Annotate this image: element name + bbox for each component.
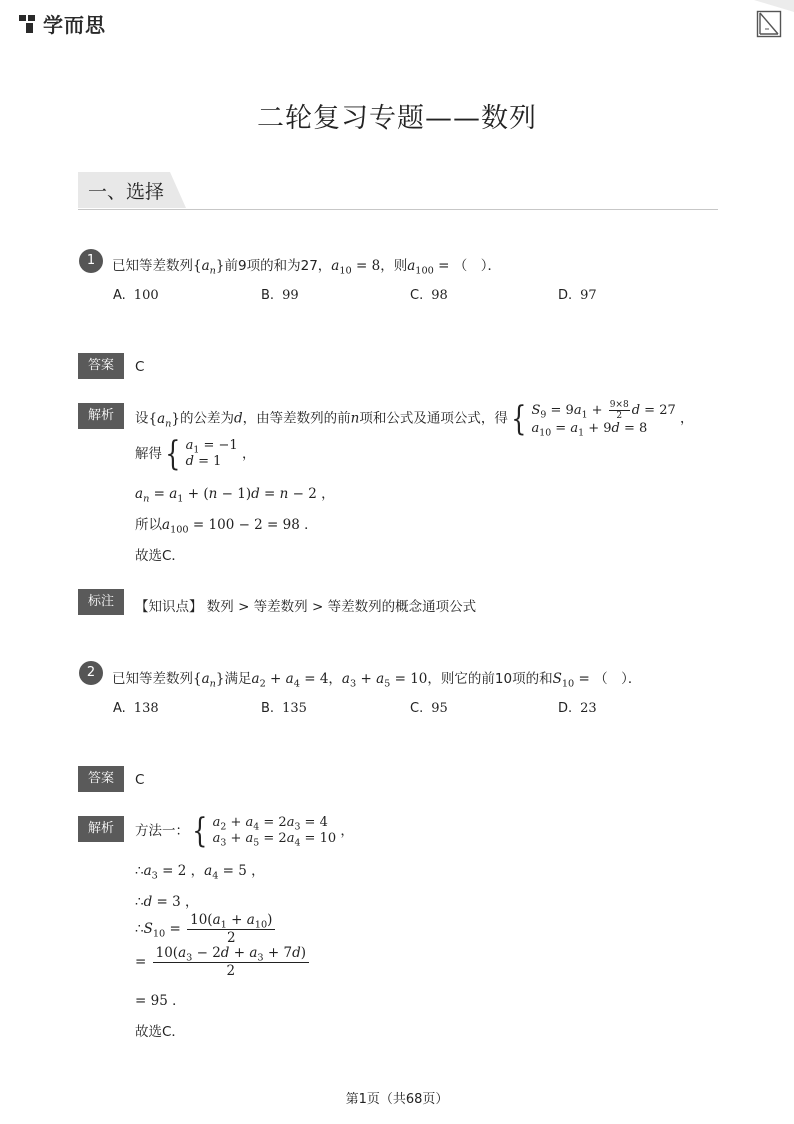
- document-title: 二轮复习专题——数列: [257, 103, 537, 134]
- analysis-line-5: 故选C．: [135, 548, 185, 564]
- analysis-line-7: 故选C．: [135, 1024, 185, 1040]
- brand-logo: [18, 9, 106, 38]
- analysis-line-6: = 95 ．: [135, 993, 186, 1009]
- answer-value: C: [135, 359, 145, 375]
- analysis-tag: 解析: [78, 816, 124, 842]
- analysis-line-1: 方法一： { $a_2 + a_4 = 2a_3 = 4$ $a_3 + a_5 = 2a_4 = 10$ ，: [135, 811, 354, 851]
- analysis-line-2: 解得 { $a_1 = -1$ d = 1 ，: [135, 434, 256, 474]
- analysis-line-3: $a_n = a_1 + (n - 1)d = n - 2$ ，: [135, 486, 335, 505]
- answer-value: C: [135, 772, 145, 788]
- page-footer: 第1页（共68页）: [345, 1092, 449, 1107]
- brand-name: 学而思: [43, 13, 106, 37]
- question-number-badge: 2: [79, 661, 103, 685]
- option-c[interactable]: C. 98: [410, 288, 448, 303]
- answer-tag: 答案: [78, 766, 124, 792]
- question-text: 已知等差数列$\{a_n\}$满足$a_2 + a_4 = 4$，$a_3 + a_5 = 10$，则它的前10项的和$S_{10}$ = （ ）．: [112, 671, 642, 690]
- analysis-line-4: $\therefore S_{10}$ = $\frac{10(a_1 + a_{10})}{2}$: [135, 912, 277, 947]
- option-c[interactable]: C. 95: [410, 701, 448, 716]
- analysis-line-3: ∴d = 3 ，: [135, 894, 199, 910]
- option-a[interactable]: A. 100: [113, 288, 159, 303]
- note-tag: 标注: [78, 589, 124, 615]
- section-header: [78, 172, 718, 210]
- ruler-triangle-icon: [756, 10, 782, 38]
- analysis-line-2: $\therefore a_3 = 2$ ，$a_4 = 5$ ，: [135, 863, 265, 882]
- question-number-badge: 1: [79, 249, 103, 273]
- brand-mark-icon: [18, 13, 40, 35]
- analysis-line-1: 设$\{a_n\}$的公差为d，由等差数列的前n项和公式及通项公式，得 { $S_9 = 9a_1$ + $\frac{9\times 8}{2}$ d = 27 $a_{10} = a_1 + 9d = 8$ ，: [135, 398, 694, 439]
- option-b[interactable]: B. 99: [261, 288, 299, 303]
- knowledge-point: 【知识点】 数列 > 等差数列 > 等差数列的概念通项公式: [135, 599, 477, 615]
- option-b[interactable]: B. 135: [261, 701, 307, 716]
- analysis-line-5: = $\frac{10(a_3 - 2d + a_3 + 7d)}{2}$: [135, 945, 311, 980]
- question-text: 已知等差数列$\{a_n\}$前9项的和为27，$a_{10} = 8$，则$a_{100}$ = （ ）．: [112, 258, 501, 277]
- answer-tag: 答案: [78, 353, 124, 379]
- equation-system: { $S_9 = 9a_1$ + $\frac{9\times 8}{2}$ d = 27 $a_{10} = a_1 + 9d = 8$: [511, 398, 676, 439]
- option-a[interactable]: A. 138: [113, 701, 159, 716]
- analysis-tag: 解析: [78, 403, 124, 429]
- option-d[interactable]: D. 23: [558, 701, 597, 716]
- option-d[interactable]: D. 97: [558, 288, 597, 303]
- section-title: 一、选择: [88, 181, 165, 203]
- analysis-line-4: 所以$a_{100} = 100 - 2 = 98$ ．: [135, 517, 318, 536]
